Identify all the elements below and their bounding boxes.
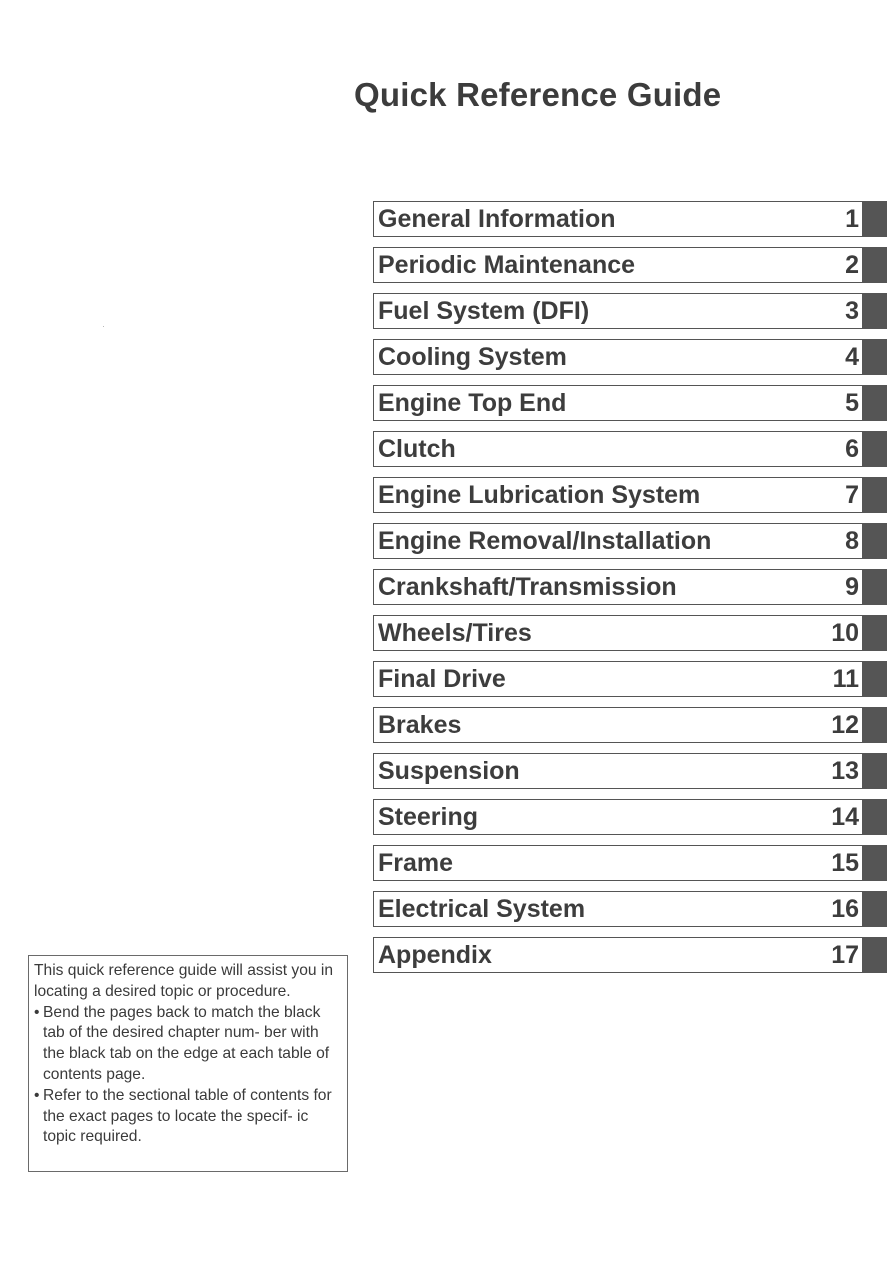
chapter-box[interactable] (373, 799, 863, 835)
chapter-item[interactable] (373, 799, 887, 835)
chapter-box[interactable] (373, 845, 863, 881)
chapter-box[interactable] (373, 293, 863, 329)
chapter-list (373, 201, 887, 983)
info-bullet-text: Bend the pages back to match the black tab of the desired chapter num- ber with the black tab on the edge at each table of contents page. (43, 1003, 330, 1083)
chapter-box[interactable] (373, 753, 863, 789)
bullet-icon: • (34, 1003, 40, 1021)
chapter-box[interactable] (373, 431, 863, 467)
chapter-number: 11 (832, 664, 859, 693)
chapter-box[interactable] (373, 707, 863, 743)
chapter-tab[interactable] (863, 293, 887, 329)
info-bullets (34, 1003, 341, 1149)
chapter-tab[interactable] (863, 937, 887, 973)
chapter-label: Periodic Maintenance (378, 250, 636, 279)
chapter-item[interactable] (373, 753, 887, 789)
chapter-label: Steering (378, 802, 479, 831)
chapter-item[interactable] (373, 201, 887, 237)
chapter-label: Crankshaft/Transmission (378, 572, 677, 601)
chapter-tab[interactable] (863, 339, 887, 375)
chapter-item[interactable] (373, 339, 887, 375)
chapter-item[interactable] (373, 385, 887, 421)
chapter-box[interactable] (373, 339, 863, 375)
chapter-number: 9 (845, 572, 859, 601)
chapter-number: 4 (845, 342, 859, 371)
chapter-label: General Information (378, 204, 616, 233)
chapter-box[interactable] (373, 937, 863, 973)
chapter-label: Suspension (378, 756, 520, 785)
chapter-item[interactable] (373, 247, 887, 283)
chapter-label: Engine Lubrication System (378, 480, 701, 509)
chapter-tab[interactable] (863, 845, 887, 881)
chapter-tab[interactable] (863, 753, 887, 789)
chapter-tab[interactable] (863, 201, 887, 237)
chapter-item[interactable] (373, 477, 887, 513)
scan-speck (103, 326, 104, 327)
chapter-label: Clutch (378, 434, 456, 463)
info-bullet-text: Refer to the sectional table of contents for the exact pages to locate the specif- ic topic required. (43, 1086, 332, 1146)
chapter-tab[interactable] (863, 247, 887, 283)
chapter-box[interactable] (373, 385, 863, 421)
chapter-label: Cooling System (378, 342, 567, 371)
chapter-number: 10 (831, 618, 859, 647)
info-box (28, 955, 348, 1172)
chapter-box[interactable] (373, 615, 863, 651)
chapter-label: Electrical System (378, 894, 586, 923)
chapter-label: Frame (378, 848, 454, 877)
info-intro: This quick reference guide will assist you in locating a desired topic or procedure. (34, 962, 334, 1000)
chapter-label: Engine Removal/Installation (378, 526, 712, 555)
info-bullet-2 (34, 1086, 341, 1148)
chapter-tab[interactable] (863, 431, 887, 467)
chapter-tab[interactable] (863, 661, 887, 697)
chapter-tab[interactable] (863, 799, 887, 835)
chapter-box[interactable] (373, 891, 863, 927)
chapter-number: 6 (845, 434, 859, 463)
chapter-label: Fuel System (DFI) (378, 296, 590, 325)
chapter-box[interactable] (373, 523, 863, 559)
chapter-tab[interactable] (863, 569, 887, 605)
chapter-item[interactable] (373, 431, 887, 467)
chapter-number: 16 (831, 894, 859, 923)
chapter-label: Appendix (378, 940, 492, 969)
chapter-item[interactable] (373, 523, 887, 559)
chapter-number: 5 (845, 388, 859, 417)
chapter-tab[interactable] (863, 477, 887, 513)
chapter-item[interactable] (373, 707, 887, 743)
chapter-box[interactable] (373, 201, 863, 237)
chapter-tab[interactable] (863, 385, 887, 421)
chapter-number: 14 (831, 802, 859, 831)
chapter-box[interactable] (373, 477, 863, 513)
page-title: Quick Reference Guide (354, 76, 722, 113)
chapter-number: 1 (845, 204, 859, 233)
chapter-tab[interactable] (863, 615, 887, 651)
chapter-box[interactable] (373, 661, 863, 697)
chapter-label: Final Drive (378, 664, 506, 693)
chapter-number: 8 (845, 526, 859, 555)
chapter-number: 7 (845, 480, 859, 509)
chapter-label: Wheels/Tires (378, 618, 532, 647)
chapter-tab[interactable] (863, 707, 887, 743)
chapter-label: Brakes (378, 710, 462, 739)
chapter-item[interactable] (373, 891, 887, 927)
chapter-item[interactable] (373, 845, 887, 881)
info-bullet-1 (34, 1003, 341, 1086)
bullet-icon: • (34, 1086, 40, 1104)
chapter-number: 17 (831, 940, 859, 969)
chapter-tab[interactable] (863, 523, 887, 559)
chapter-box[interactable] (373, 247, 863, 283)
chapter-item[interactable] (373, 569, 887, 605)
chapter-label: Engine Top End (378, 388, 567, 417)
chapter-tab[interactable] (863, 891, 887, 927)
chapter-item[interactable] (373, 615, 887, 651)
chapter-number: 2 (845, 250, 859, 279)
chapter-number: 12 (831, 710, 859, 739)
chapter-item[interactable] (373, 293, 887, 329)
chapter-item[interactable] (373, 661, 887, 697)
chapter-number: 3 (845, 296, 859, 325)
chapter-number: 13 (831, 756, 859, 785)
chapter-item[interactable] (373, 937, 887, 973)
chapter-box[interactable] (373, 569, 863, 605)
chapter-number: 15 (831, 848, 859, 877)
